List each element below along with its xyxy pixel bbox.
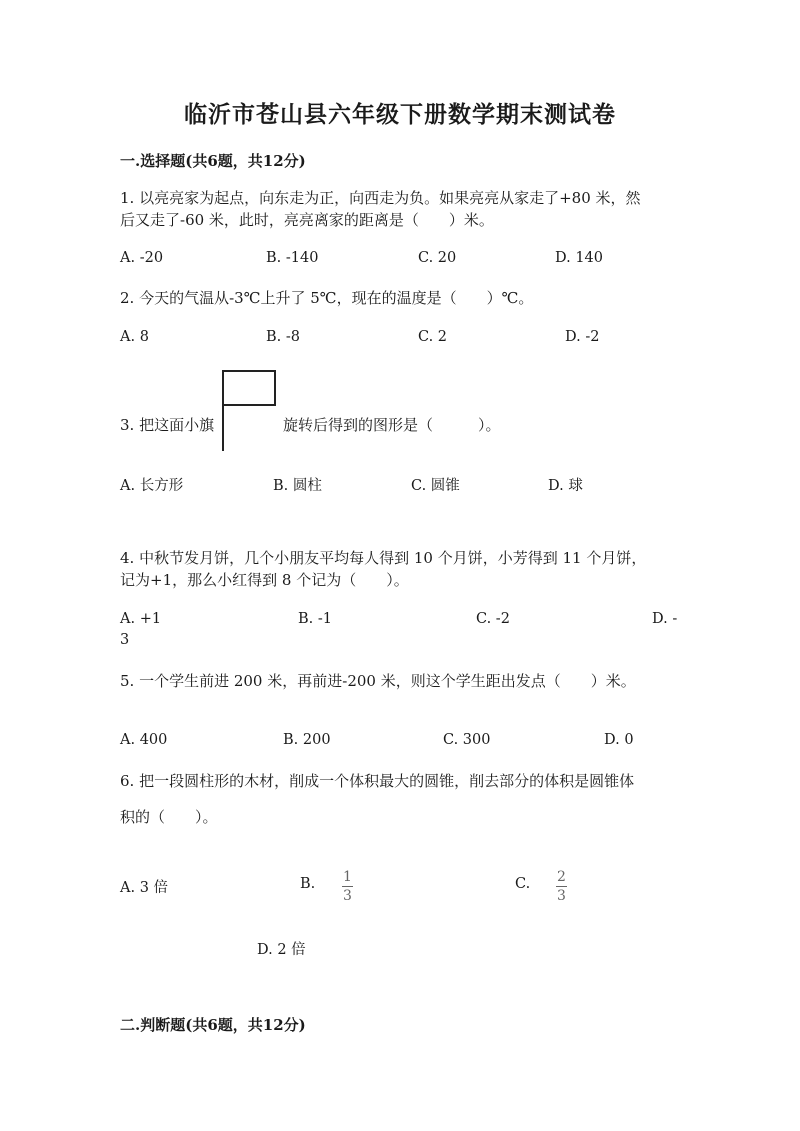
question-6-option-b-label: B.	[300, 876, 316, 892]
question-2-option-b: B. -8	[266, 329, 300, 345]
question-5-option-a: A. 400	[120, 732, 168, 748]
fraction-bar	[556, 886, 567, 887]
fraction-bar	[342, 886, 353, 887]
question-1-option-b: B. -140	[266, 250, 319, 266]
question-3-suffix: 旋转后得到的图形是（ ）。	[283, 416, 501, 434]
question-1-line-2: 后又走了-60 米，此时，亮亮离家的距离是（ ）米。	[120, 211, 494, 229]
fraction-numerator: 1	[343, 869, 352, 885]
question-6-line-2: 积的（ ）。	[120, 808, 218, 826]
question-2-option-c: C. 2	[418, 329, 448, 345]
fraction-denominator: 3	[343, 888, 352, 904]
question-4-option-d-wrap: 3	[120, 632, 130, 648]
question-6-option-a: A. 3 倍	[120, 880, 169, 896]
question-6-option-b-fraction	[342, 870, 353, 904]
question-1-option-d: D. 140	[555, 250, 604, 266]
question-2-option-d: D. -2	[565, 329, 600, 345]
question-3-option-b: B. 圆柱	[273, 478, 322, 494]
question-4-option-a: A. +1	[120, 611, 162, 627]
question-3-option-c: C. 圆锥	[411, 478, 460, 494]
question-1-option-a: A. -20	[120, 250, 164, 266]
question-6-option-c-label: C.	[515, 876, 531, 892]
question-1-line-1: 1. 以亮亮家为起点，向东走为正，向西走为负。如果亮亮从家走了+80 米，然	[120, 189, 641, 207]
question-4-option-b: B. -1	[298, 611, 332, 627]
question-5-option-b: B. 200	[283, 732, 331, 748]
question-4-option-d: D. -	[652, 611, 678, 627]
question-6-option-c-fraction	[556, 870, 567, 904]
page-title: 临沂市苍山县六年级下册数学期末测试卷	[184, 101, 616, 128]
question-1-option-c: C. 20	[418, 250, 457, 266]
question-4-option-c: C. -2	[476, 611, 510, 627]
section-heading-judgement: 二.判断题(共6题，共12分)	[120, 1016, 306, 1034]
question-2-line-1: 2. 今天的气温从-3℃上升了 5℃，现在的温度是（ ）℃。	[120, 289, 534, 307]
fraction-denominator: 3	[557, 888, 566, 904]
question-6-line-1: 6. 把一段圆柱形的木材，削成一个体积最大的圆锥，削去部分的体积是圆锥体	[120, 772, 635, 790]
flag-cloth-figure	[223, 370, 276, 406]
question-4-line-2: 记为+1，那么小红得到 8 个记为（ ）。	[120, 571, 409, 589]
question-6-option-d: D. 2 倍	[257, 942, 306, 958]
question-5-option-d: D. 0	[604, 732, 634, 748]
question-3-option-d: D. 球	[548, 478, 583, 494]
question-5-option-c: C. 300	[443, 732, 491, 748]
question-2-option-a: A. 8	[120, 329, 149, 345]
question-3-prefix: 3. 把这面小旗	[120, 416, 215, 434]
fraction-numerator: 2	[557, 869, 566, 885]
question-4-line-1: 4. 中秋节发月饼，几个小朋友平均每人得到 10 个月饼，小芳得到 11 个月饼，	[120, 549, 647, 567]
question-3-option-a: A. 长方形	[120, 478, 184, 494]
section-heading-choice: 一.选择题(共6题，共12分)	[120, 152, 306, 170]
question-5-line-1: 5. 一个学生前进 200 米，再前进-200 米，则这个学生距出发点（ ）米。	[120, 672, 636, 690]
